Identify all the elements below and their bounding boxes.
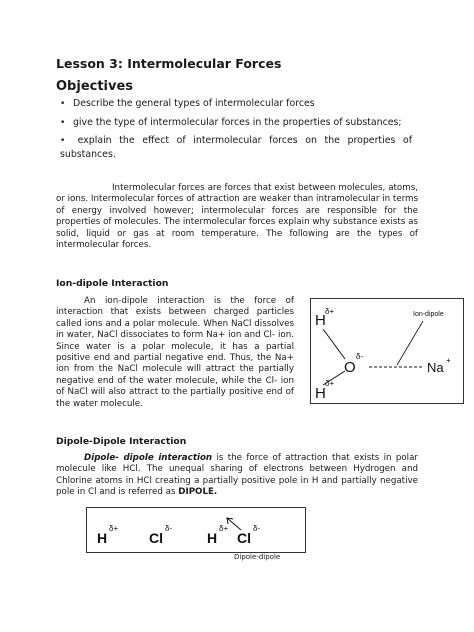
ion-dipole-label: Ion-dipole xyxy=(413,311,444,318)
ion-dipole-heading: Ion-dipole Interaction xyxy=(56,278,169,289)
h2-label: H xyxy=(207,530,218,546)
dipole-dipole-text: is the force of attraction that exists in polar molecule like HCl. The unequal sharing of electrons between Hydrogen and Chlorine atoms in HCl creating a partially positive pole in H and partially negative pole in Cl and is referred as xyxy=(56,453,418,498)
objective-text: explain the effect of intermolecular forces on the properties of substances. xyxy=(60,135,413,160)
hydrogen-top-label: H xyxy=(315,312,326,329)
ion-dipole-diagram xyxy=(311,299,463,403)
h2-charge: δ+ xyxy=(219,524,229,533)
dipole-dipole-heading: Dipole-Dipole Interaction xyxy=(56,436,187,447)
bullet-icon: • xyxy=(60,136,66,146)
objective-text: Describe the general types of intermolecular forces xyxy=(72,98,315,109)
intro-paragraph: Intermolecular forces are forces that exist between molecules, atoms, or ions. Intermolecular forces of attraction are weaker than intramolecular in terms of energy involved however; intermolecular forces are responsible for the properties of molecules. The intermolecular forces explain why substance exists as solid, liquid or gas at room temperature. The following are the types of intermolecular forces. xyxy=(56,183,419,251)
dipole-term: DIPOLE. xyxy=(178,487,218,498)
hydrogen-top-charge: δ+ xyxy=(325,307,335,316)
bullet-icon: • xyxy=(60,118,66,128)
bullet-icon: • xyxy=(60,99,66,109)
hydrogen-bottom-label: H xyxy=(315,385,326,402)
cl1-charge: δ- xyxy=(165,524,173,533)
h1-charge: δ+ xyxy=(109,524,119,533)
oxygen-label: O xyxy=(344,359,356,376)
objective-text: give the type of intermolecular forces in the properties of substances; xyxy=(72,117,402,128)
ion-dipole-figure xyxy=(310,298,464,404)
objectives-heading: Objectives xyxy=(56,79,134,94)
dipole-dipole-paragraph xyxy=(56,453,418,499)
lesson-title: Lesson 3: Intermolecular Forces xyxy=(56,56,282,71)
objective-item xyxy=(60,134,412,161)
oh-bond-top xyxy=(323,329,345,359)
label-pointer-line xyxy=(397,321,423,365)
cl2-label: Cl xyxy=(237,530,251,546)
hydrogen-bottom-charge: δ+ xyxy=(325,379,335,388)
dipole-dipole-figure xyxy=(86,507,306,553)
cl2-charge: δ- xyxy=(253,524,261,533)
dipole-dipole-diagram xyxy=(87,508,305,552)
attraction-arrow-line xyxy=(227,518,241,530)
cl1-label: Cl xyxy=(149,530,163,546)
objective-item xyxy=(60,116,402,130)
sodium-label: Na xyxy=(427,360,444,375)
sodium-charge: + xyxy=(446,356,451,365)
oxygen-charge: δ- xyxy=(356,352,364,361)
h1-label: H xyxy=(97,530,108,546)
dipole-dipole-caption: Dipole-dipole xyxy=(234,553,281,561)
dipole-dipole-term: Dipole- dipole interaction xyxy=(84,453,213,463)
ion-dipole-paragraph: An ion-dipole interaction is the force of interaction that exists between charged particles called ions and a polar molecule. When NaCl dissolves in water, NaCl dissociates to form Na+ ion and Cl- ion. Since water is a polar molecule, it has a partial positive end and partial negative end. Thus, the Na+ ion from the NaCl molecule will attract the partially negative end of the water molecule, while the Cl- ion of NaCl will also attract to the partially positive end of the water molecule. xyxy=(56,296,294,409)
objective-item xyxy=(60,97,315,111)
